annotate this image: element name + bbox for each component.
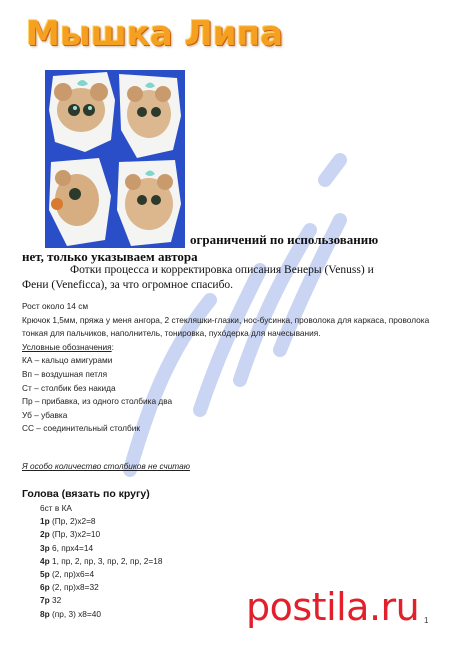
row-text: 1, пр, 2, пр, 3, пр, 2, пр, 2=18 xyxy=(49,555,163,566)
row-text: (2, пр)х6=4 xyxy=(49,569,95,580)
legend-title xyxy=(22,341,442,355)
row-text: 6ст в КА xyxy=(40,503,72,513)
thanks-paragraph xyxy=(22,263,442,293)
row-item xyxy=(40,581,162,594)
intro-line-bold: нет, только указываем автора xyxy=(22,249,198,264)
head-rows-list xyxy=(40,502,162,621)
thanks-line-1: Фотки процесса и корректировка описания Венеры (Venuss) и xyxy=(70,264,374,276)
legend-item: КА – кальцо амигурами xyxy=(22,355,113,366)
row-item xyxy=(40,515,162,528)
row-text: (Пр, 2)х2=8 xyxy=(49,516,96,527)
legend-title-label: Условные обозначения xyxy=(22,341,112,352)
row-number: 2р xyxy=(40,529,50,540)
row-number: 5р xyxy=(40,569,50,580)
row-item xyxy=(40,528,162,541)
row-number: 7р xyxy=(40,595,50,606)
row-text: (Пр, 3)х2=10 xyxy=(49,529,101,540)
head-section-title: Голова (вязать по кругу) xyxy=(22,488,150,500)
row-number: 4р xyxy=(40,555,50,566)
row-item xyxy=(40,568,162,581)
row-text: (2, пр)х8=32 xyxy=(49,582,99,593)
row-number: 8р xyxy=(40,608,50,619)
legend-title-colon: : xyxy=(111,341,114,352)
row-number: 1р xyxy=(40,516,50,527)
materials-text: Крючок 1,5мм, пряжа у меня ангора, 2 стекляшки-глазки, нос-бусинка, проволока для каркаса, проволока тонкая для пальчиков, наполнитель, тонировка, пухóдерка для начесывания. xyxy=(22,314,430,339)
document-title: Мышка Липа xyxy=(26,14,284,54)
row-item xyxy=(40,542,162,555)
row-item xyxy=(40,594,162,607)
height-text: Рост около 14 см xyxy=(22,301,89,311)
row-item xyxy=(40,608,162,621)
row-number: 6р xyxy=(40,582,50,593)
stitch-count-note: Я особо количество столбиков не считаю xyxy=(22,461,190,471)
page-number: 1 xyxy=(424,616,429,625)
legend-item: СС – соединительный столбик xyxy=(22,423,141,434)
row-item xyxy=(40,555,162,568)
legend-item: Пр – прибавка, из одного столбика два xyxy=(22,396,173,407)
legend-item: Ст – столбик без накида xyxy=(22,382,116,393)
postila-watermark-text: postila.ru xyxy=(246,585,420,629)
materials-section xyxy=(22,300,442,436)
row-text: 6, прх4=14 xyxy=(49,542,94,553)
row-item xyxy=(40,502,162,515)
intro-line-tail: ограничений по использованию xyxy=(190,232,379,247)
row-text: (пр, 3) х8=40 xyxy=(49,608,101,619)
thanks-line-2: Фени (Venefіcca), за что огромное спасибо. xyxy=(22,279,234,291)
legend-item: Уб – убавка xyxy=(22,409,68,420)
legend-item: Вп – воздушная петля xyxy=(22,368,108,379)
row-number: 3р xyxy=(40,542,50,553)
row-text: 32 xyxy=(49,595,62,606)
